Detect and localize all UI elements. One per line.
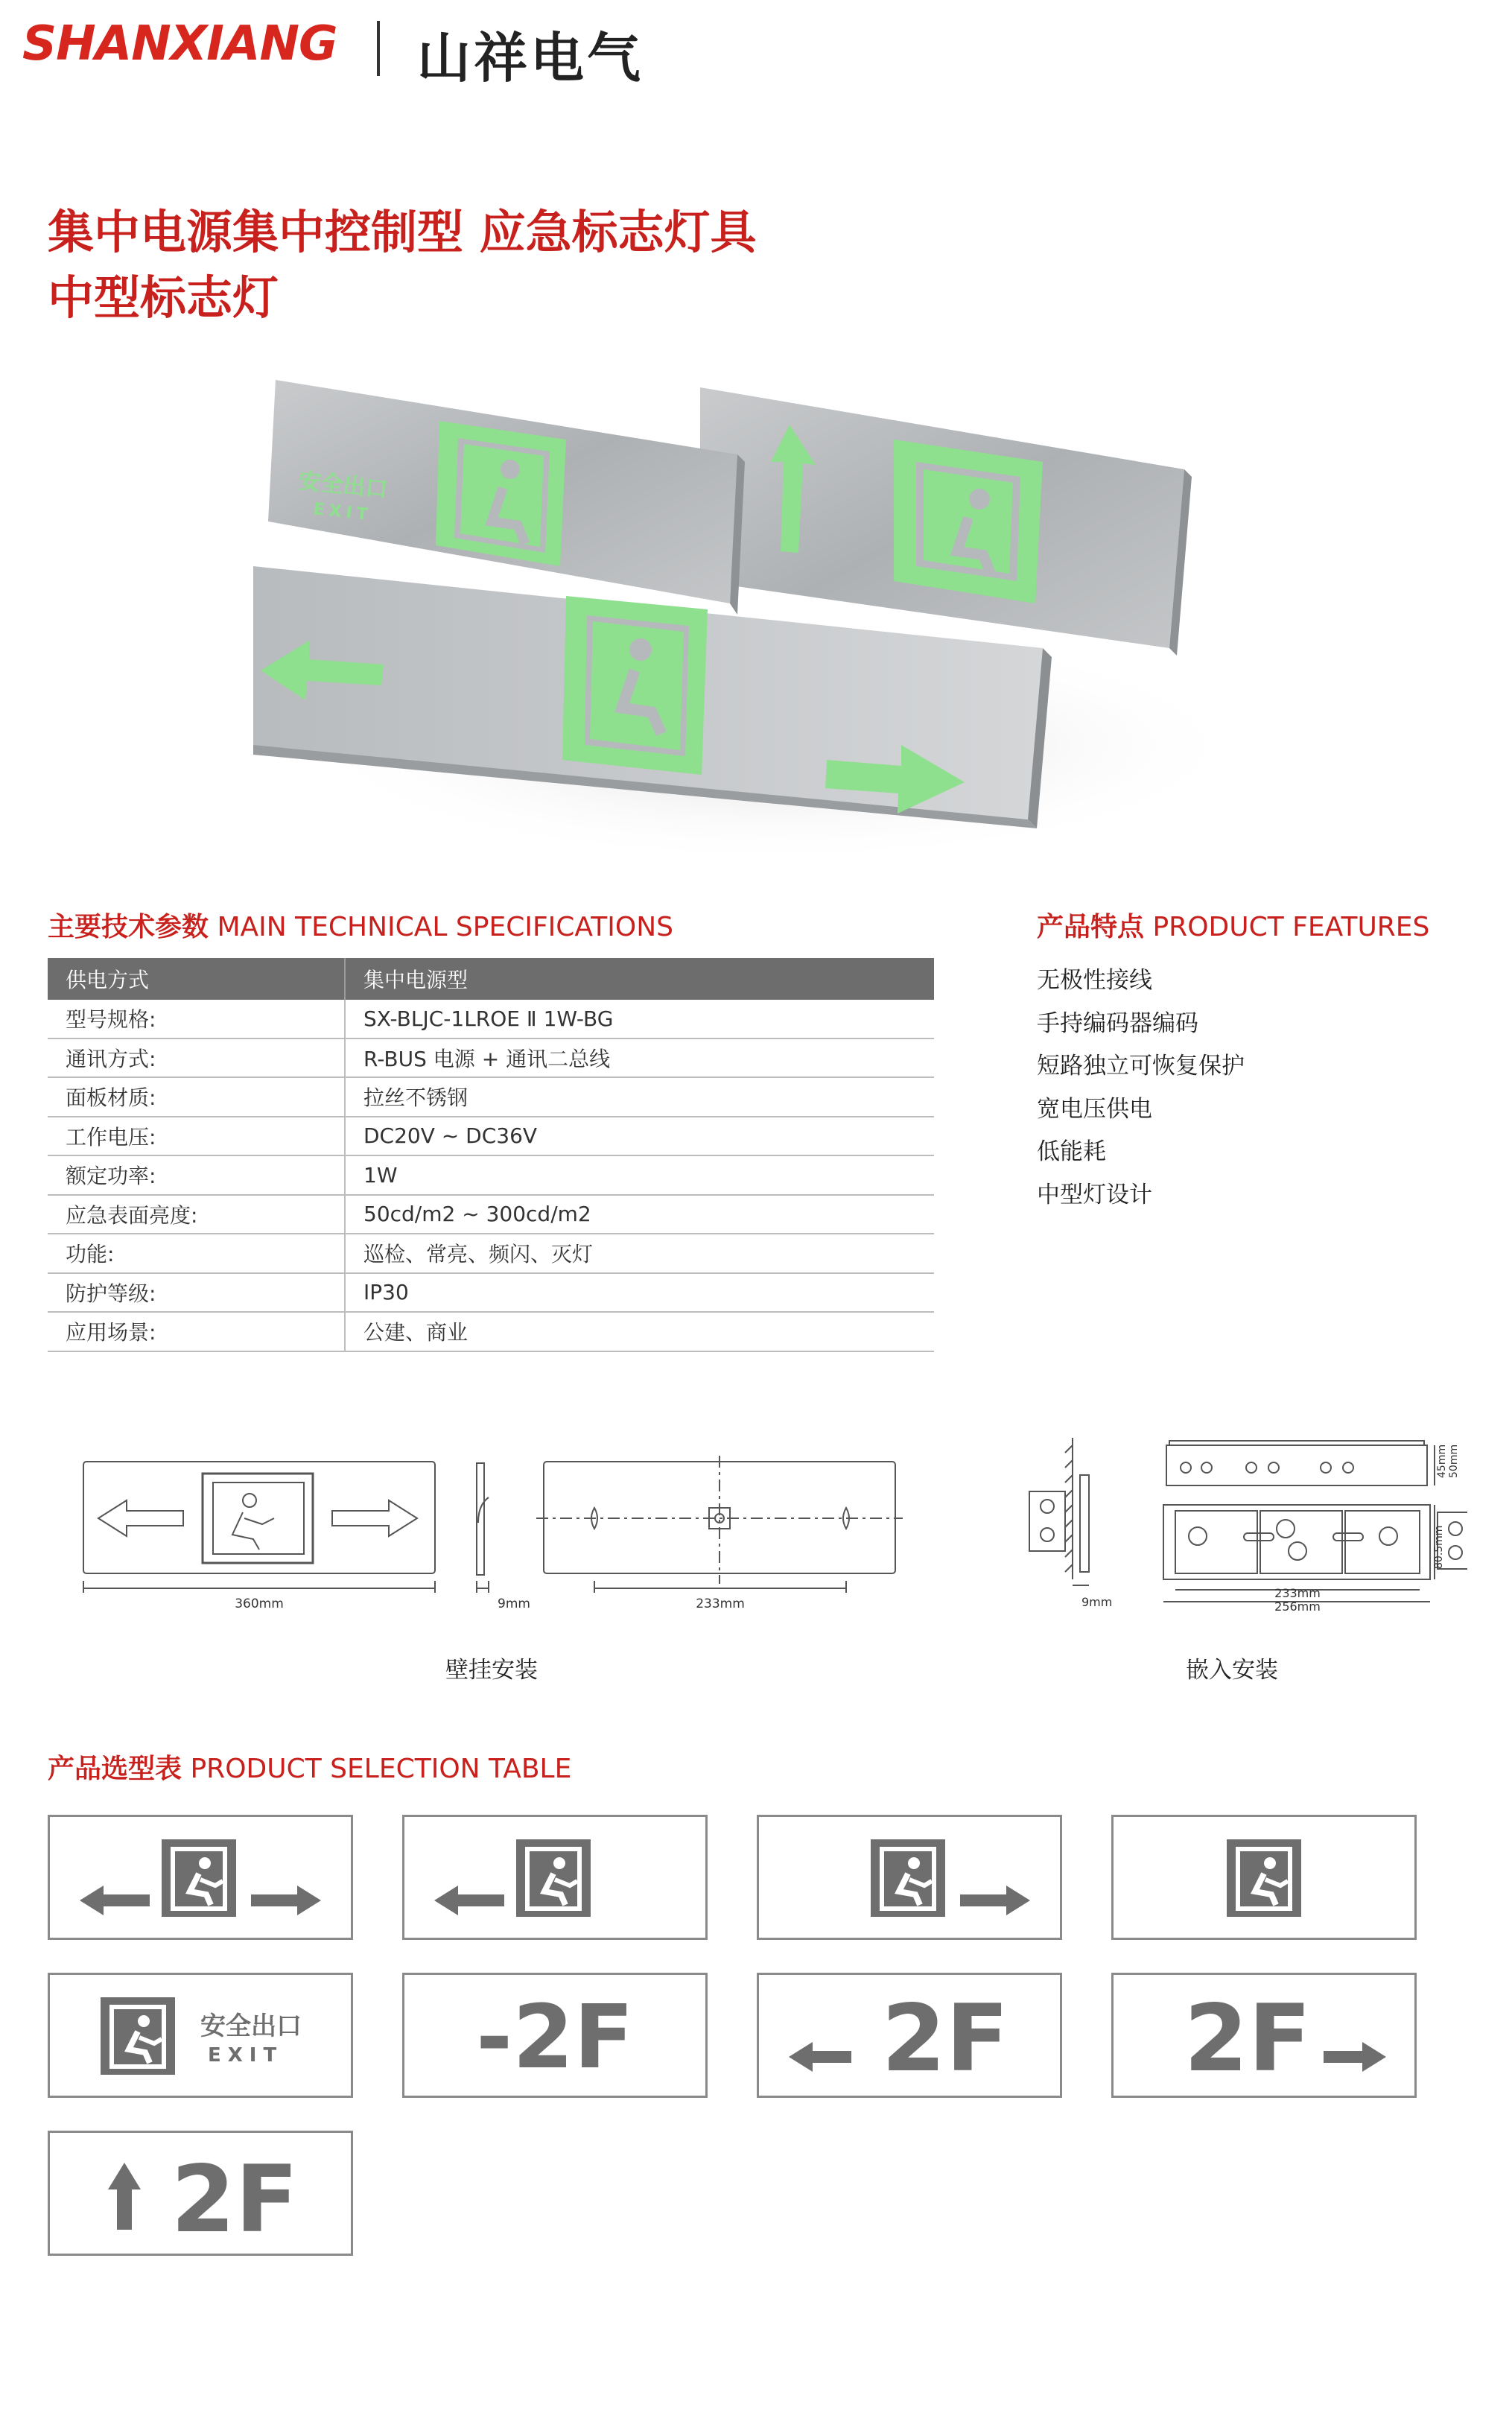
svg-text:-2F: -2F xyxy=(476,1985,634,2088)
arrow-left-icon xyxy=(789,2042,851,2072)
page-title-line1: 集中电源集中控制型 应急标志灯具 xyxy=(48,205,757,259)
selection-item-2f-right[interactable] xyxy=(1111,1973,1417,2098)
selection-item-minus-2f[interactable] xyxy=(402,1973,708,2098)
table-row xyxy=(48,1078,934,1117)
exit-running-man-icon xyxy=(871,1839,945,1917)
svg-text:2F: 2F xyxy=(171,2146,299,2254)
selection-heading: 产品选型表 PRODUCT SELECTION TABLE xyxy=(48,1754,572,1784)
selection-item-left-2f[interactable] xyxy=(757,1973,1062,2098)
spec-value: IP30 xyxy=(363,1280,409,1305)
spec-value: 拉丝不锈钢 xyxy=(363,1085,468,1111)
table-row xyxy=(48,1039,934,1079)
list-item: 宽电压供电 xyxy=(1037,1095,1152,1123)
spec-value: 50cd/m2 ~ 300cd/m2 xyxy=(363,1202,591,1227)
table-row xyxy=(48,1196,934,1235)
spec-value: R-BUS 电源 + 通讯二总线 xyxy=(363,1046,611,1071)
selection-item-up-2f[interactable] xyxy=(48,2131,353,2256)
svg-text:2F: 2F xyxy=(881,1985,1009,2093)
specs-header-value: 集中电源型 xyxy=(363,968,468,992)
wall-mount-caption: 壁挂安装 xyxy=(445,1657,538,1684)
selection-item-right[interactable] xyxy=(757,1815,1062,1940)
page-title-line2: 中型标志灯 xyxy=(48,270,279,325)
arrow-up-icon xyxy=(108,2163,141,2230)
spec-label: 应用场景: xyxy=(48,1313,346,1351)
svg-text:9mm: 9mm xyxy=(1081,1595,1113,1609)
svg-text:233mm: 233mm xyxy=(696,1596,745,1611)
product-hero-image xyxy=(253,358,1281,879)
list-item: 手持编码器编码 xyxy=(1037,1009,1198,1037)
selection-item-exit-only[interactable] xyxy=(1111,1815,1417,1940)
table-row xyxy=(48,1000,934,1039)
svg-text:80.5mm: 80.5mm xyxy=(1433,1525,1445,1569)
spec-value: 公建、商业 xyxy=(363,1320,468,1345)
spec-label: 面板材质: xyxy=(48,1078,346,1116)
table-row xyxy=(48,1117,934,1157)
specs-heading: 主要技术参数 MAIN TECHNICAL SPECIFICATIONS xyxy=(48,912,673,942)
specs-header-label: 供电方式 xyxy=(48,958,346,1000)
spec-value: DC20V ~ DC36V xyxy=(363,1123,538,1149)
svg-text:9mm: 9mm xyxy=(498,1596,530,1611)
svg-text:45mm: 45mm xyxy=(1436,1444,1448,1478)
spec-label: 通讯方式: xyxy=(48,1039,346,1077)
embedded-mount-caption: 嵌入安装 xyxy=(1186,1657,1278,1684)
svg-text:EXIT: EXIT xyxy=(312,500,373,525)
list-item: 中型灯设计 xyxy=(1037,1181,1152,1208)
exit-running-man-icon xyxy=(162,1839,236,1917)
list-item: 短路独立可恢复保护 xyxy=(1037,1053,1245,1080)
list-item: 无极性接线 xyxy=(1037,967,1152,995)
specs-table-header xyxy=(48,958,934,1000)
spec-label: 防护等级: xyxy=(48,1274,346,1312)
svg-text:安全出口: 安全出口 xyxy=(200,2011,302,2041)
svg-text:233mm: 233mm xyxy=(1274,1586,1321,1600)
svg-text:360mm: 360mm xyxy=(235,1596,284,1611)
features-list xyxy=(1037,957,1245,1214)
spec-value: 巡检、常亮、频闪、灭灯 xyxy=(363,1242,594,1267)
svg-text:安全出口: 安全出口 xyxy=(297,468,390,504)
wall-mount-drawing xyxy=(74,1453,909,1624)
svg-text:50mm: 50mm xyxy=(1448,1444,1460,1478)
svg-text:2F: 2F xyxy=(1184,1985,1312,2093)
selection-item-exit-text[interactable] xyxy=(48,1973,353,2098)
exit-running-man-icon xyxy=(1227,1839,1301,1917)
spec-label: 工作电压: xyxy=(48,1117,346,1155)
table-row xyxy=(48,1156,934,1196)
spec-label: 功能: xyxy=(48,1234,346,1272)
spec-value: SX-BLJC-1LROE Ⅱ 1W-BG xyxy=(363,1006,614,1031)
brand-divider xyxy=(377,21,380,76)
table-row xyxy=(48,1234,934,1274)
spec-label: 额定功率: xyxy=(48,1156,346,1194)
specs-table xyxy=(48,958,934,1352)
spec-value: 1W xyxy=(363,1162,398,1187)
svg-text:EXIT: EXIT xyxy=(208,2044,284,2067)
selection-item-left-right[interactable] xyxy=(48,1815,353,1940)
sign-back-right xyxy=(700,387,1192,656)
features-heading: 产品特点 PRODUCT FEATURES xyxy=(1037,912,1430,942)
table-row xyxy=(48,1313,934,1352)
list-item: 低能耗 xyxy=(1037,1138,1106,1166)
spec-label: 型号规格: xyxy=(48,1000,346,1038)
exit-running-man-icon xyxy=(101,1997,175,2075)
spec-label: 应急表面亮度: xyxy=(48,1196,346,1234)
brand-logo-cn: 山祥电气 xyxy=(417,27,644,89)
arrow-right-icon xyxy=(1324,2042,1386,2072)
selection-item-left[interactable] xyxy=(402,1815,708,1940)
brand-logo-en: SHANXIANG xyxy=(22,16,337,72)
svg-text:256mm: 256mm xyxy=(1274,1599,1321,1614)
exit-running-man-icon xyxy=(516,1839,591,1917)
embedded-mount-drawing xyxy=(1020,1430,1467,1624)
table-row xyxy=(48,1274,934,1313)
